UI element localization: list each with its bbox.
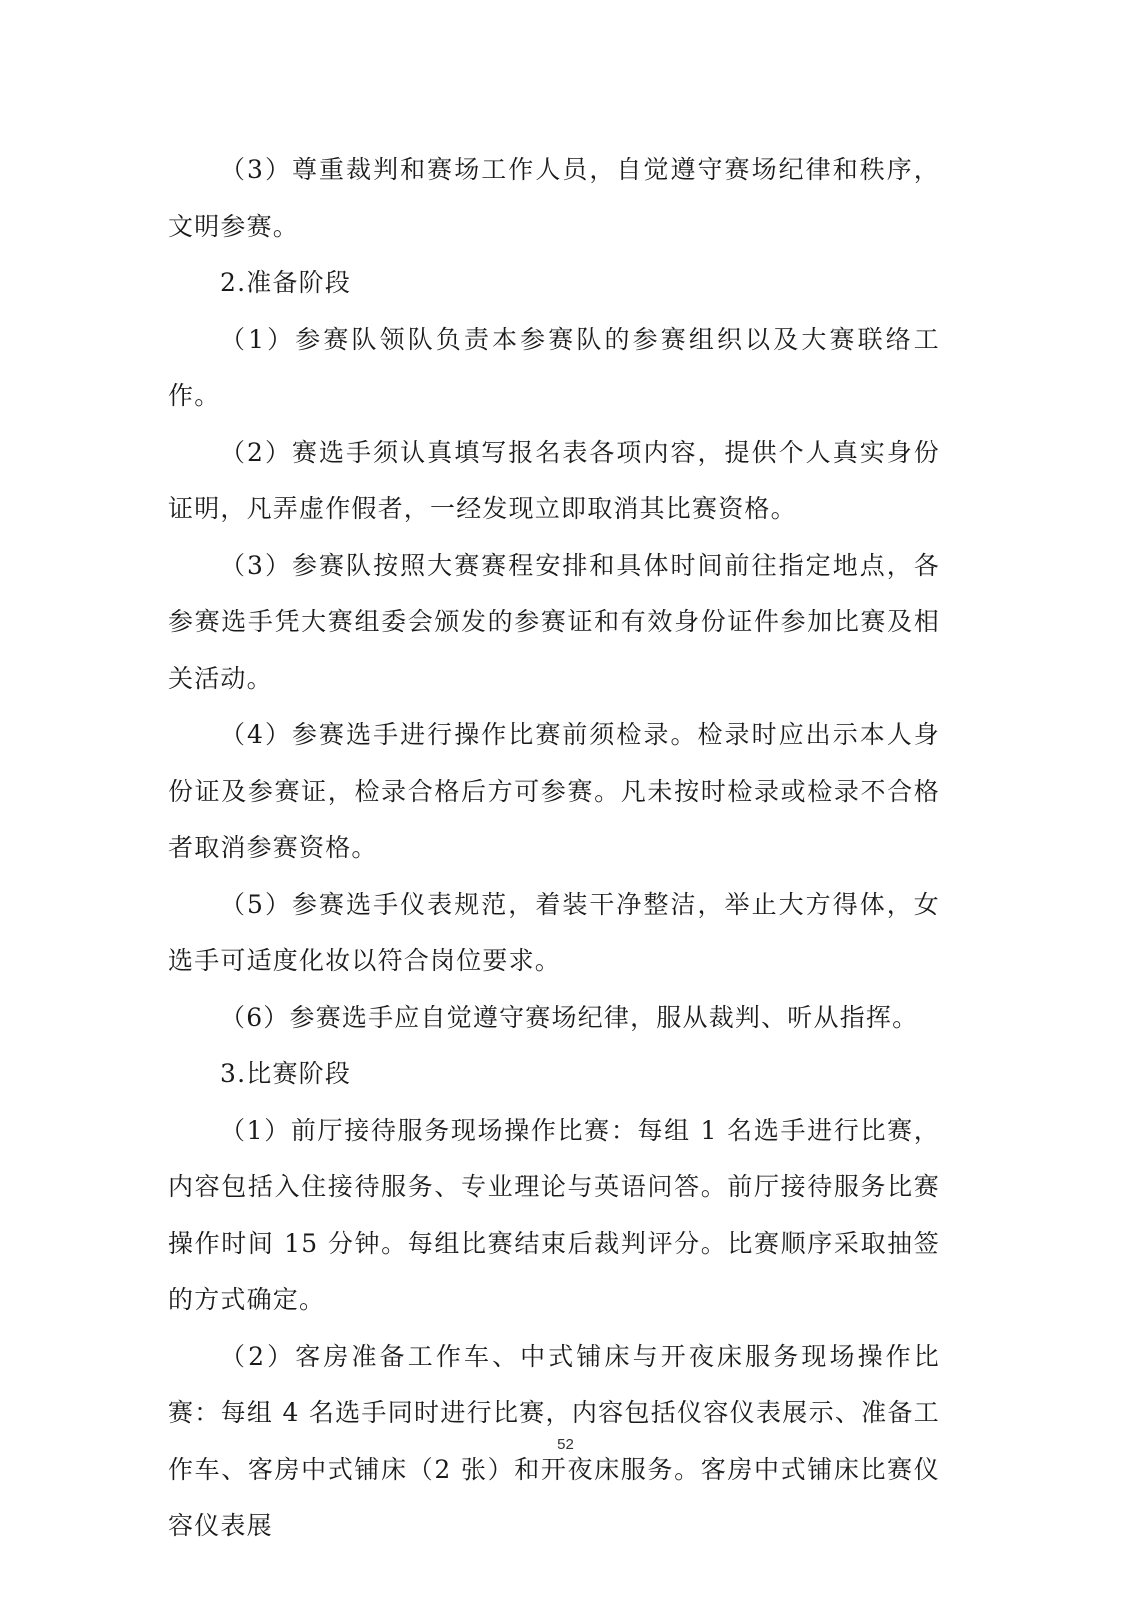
paragraph-comp-1-front-desk: （1）前厅接待服务现场操作比赛：每组 1 名选手进行比赛，内容包括入住接待服务、专业理论与英语问答。前厅接待服务比赛操作时间 15 分钟。每组比赛结束后裁判评分。比赛顺序采取抽签的方式确定。 — [168, 1115, 940, 1314]
paragraph-prep-4-check-in: （4）参赛选手进行操作比赛前须检录。检录时应出示本人身份证及参赛证，检录合格后方可参赛。凡未按时检录或检录不合格者取消参赛资格。 — [168, 720, 940, 862]
section-heading-preparation-stage: 2.准备阶段 — [220, 268, 352, 297]
paragraph-prep-3-schedule: （3）参赛队按照大赛赛程安排和具体时间前往指定地点，各参赛选手凭大赛组委会颁发的参赛证和有效身份证件参加比赛及相关活动。 — [168, 550, 940, 693]
paragraph-prep-1-team-leader: （1）参赛队领队负责本参赛队的参赛组织以及大赛联络工作。 — [168, 324, 940, 410]
paragraph-prep-6-discipline: （6）参赛选手应自觉遵守赛场纪律，服从裁判、听从指挥。 — [220, 1002, 919, 1032]
paragraph-comp-2-housekeeping: （2）客房准备工作车、中式铺床与开夜床服务现场操作比赛：每组 4 名选手同时进行比赛，内容包括仪容仪表展示、准备工作车、客房中式铺床（2 张）和开夜床服务。客房中式铺床比赛仪容仪表展 — [168, 1341, 940, 1540]
paragraph-rule-3-respect-referees: （3）尊重裁判和赛场工作人员，自觉遵守赛场纪律和秩序，文明参赛。 — [168, 155, 940, 241]
page-number: 52 — [557, 1436, 574, 1453]
section-heading-competition-stage: 3.比赛阶段 — [220, 1059, 352, 1088]
paragraph-prep-2-registration: （2）赛选手须认真填写报名表各项内容，提供个人真实身份证明，凡弄虚作假者，一经发现立即取消其比赛资格。 — [168, 437, 940, 523]
paragraph-prep-5-appearance: （5）参赛选手仪表规范，着装干净整洁，举止大方得体，女选手可适度化妆以符合岗位要求。 — [168, 889, 940, 975]
document-body — [168, 142, 940, 1555]
